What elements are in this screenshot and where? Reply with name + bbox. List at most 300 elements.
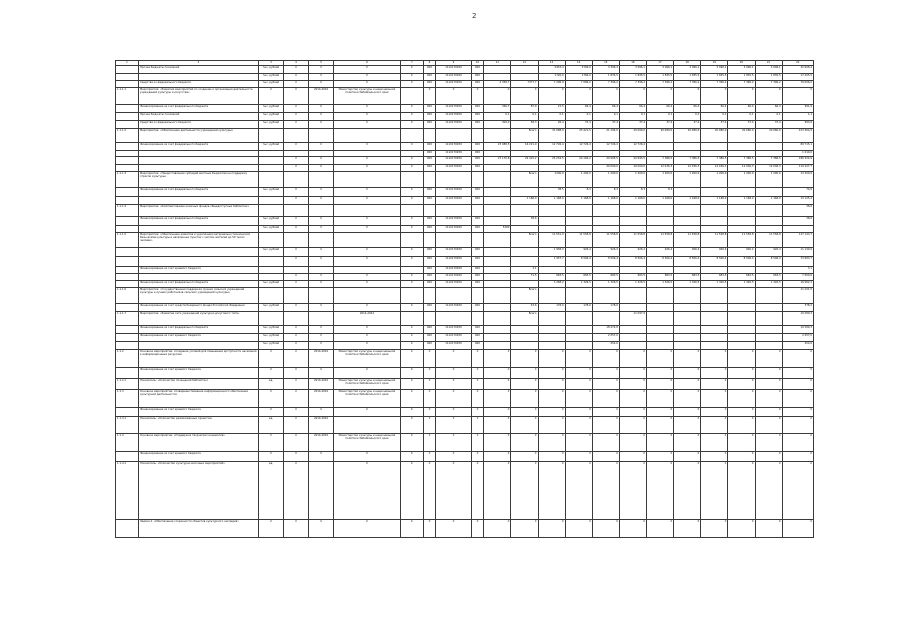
table-cell: X [400, 121, 423, 129]
table-row [116, 326, 814, 334]
table-row [116, 105, 814, 113]
table-cell: 7 386,5 [647, 157, 674, 165]
table-cell: X [436, 408, 471, 417]
table-cell: 000 [423, 342, 436, 350]
table-cell: 20 995,5 [592, 157, 619, 165]
table-cell: 12 726,4 [619, 143, 646, 151]
table-cell: 66,4 [755, 105, 782, 113]
table-cell: 8 506,4 [565, 257, 592, 267]
table-cell: X [283, 368, 308, 379]
table-cell: X [400, 248, 423, 257]
row-description-cell: Мероприятие: «Предоставление субсидий местным бюджетам на поддержку отрасли культуры» [138, 172, 258, 188]
table-cell: тыс. рублей [258, 143, 283, 151]
column-number: 14 [565, 61, 592, 66]
table-cell: 12 726,4 [565, 143, 592, 151]
table-cell [471, 288, 484, 304]
table-cell: X [782, 368, 813, 379]
table-cell: 1110170930 [436, 342, 471, 350]
table-cell: X [283, 226, 308, 233]
table-cell: X [283, 66, 308, 74]
table-cell: X [400, 417, 423, 434]
table-cell: X [511, 408, 538, 417]
table-cell: 000 [471, 165, 484, 172]
table-cell: 37,4 [565, 121, 592, 129]
table-cell: 000 [471, 121, 484, 129]
table-cell [565, 165, 592, 172]
table-cell [538, 312, 565, 326]
table-cell: X [674, 452, 701, 462]
table-cell: тыс. рублей [258, 217, 283, 226]
table-cell: 000 [471, 105, 484, 113]
table-row [116, 379, 814, 390]
table-cell: X [471, 379, 484, 390]
table-cell: 8 506,4 [674, 257, 701, 267]
table-cell: тыс. рублей [258, 304, 283, 312]
table-cell: X [334, 257, 401, 267]
table-cell [619, 288, 646, 304]
table-cell: 000 [471, 248, 484, 257]
column-number: 18 [674, 61, 701, 66]
table-cell: 000 [423, 66, 436, 74]
table-cell: 000 [471, 197, 484, 205]
table-row [116, 74, 814, 81]
table-cell [511, 257, 538, 267]
row-code-cell [116, 342, 139, 350]
column-number: 10 [471, 61, 484, 66]
table-cell [258, 129, 283, 143]
table-cell: X [283, 165, 308, 172]
table-cell: X [400, 368, 423, 379]
table-cell: X [400, 257, 423, 267]
table-cell: 7 296,9 [538, 81, 565, 88]
table-cell [334, 172, 401, 188]
table-cell: 3 096,1 [674, 66, 701, 74]
row-description-cell [138, 257, 258, 267]
table-cell [484, 129, 511, 143]
table-cell [471, 205, 484, 217]
table-cell: X [728, 434, 755, 452]
row-description-cell: Финансирование за счет федерального бюджета [138, 188, 258, 197]
table-cell [484, 172, 511, 188]
table-cell: 000 [423, 226, 436, 233]
table-cell: X [484, 520, 511, 538]
table-cell: 7 396,2 [728, 81, 755, 88]
table-cell [423, 172, 436, 188]
table-cell: 1 200,0 [592, 172, 619, 188]
table-cell: X [309, 326, 334, 334]
table-cell: X [701, 379, 728, 390]
column-number: 4 [283, 61, 308, 66]
table-cell: Министерство культуры и национальной политики Забайкальского края [334, 434, 401, 452]
table-cell [647, 288, 674, 304]
table-cell: X [674, 379, 701, 390]
row-code-cell [116, 274, 139, 281]
table-row [116, 274, 814, 281]
table-cell: 1110170930 [436, 226, 471, 233]
table-cell: 4 358,7 [484, 81, 511, 88]
table-cell [565, 342, 592, 350]
row-code-cell [116, 326, 139, 334]
table-cell: X [423, 434, 436, 452]
table-cell: X [309, 105, 334, 113]
table-cell: 1 326,5 [647, 281, 674, 288]
table-cell: 926,4 [755, 248, 782, 257]
table-cell [309, 205, 334, 217]
row-description-cell [138, 248, 258, 257]
table-row [116, 417, 814, 434]
table-cell: 66,4 [701, 105, 728, 113]
table-cell [755, 226, 782, 233]
column-number: 6 [334, 61, 401, 66]
table-cell: 000 [471, 66, 484, 74]
table-cell: X [484, 462, 511, 520]
table-cell: X [755, 462, 782, 520]
table-cell: X [400, 74, 423, 81]
table-cell: 0,1 [565, 113, 592, 121]
table-cell [701, 312, 728, 326]
table-row [116, 304, 814, 312]
table-cell: X [423, 417, 436, 434]
table-cell: 11 558,8 [592, 233, 619, 248]
table-cell [592, 267, 619, 274]
table-cell: 000 [423, 143, 436, 151]
table-cell: X [400, 113, 423, 121]
table-cell [258, 274, 283, 281]
table-cell [674, 226, 701, 233]
table-cell [484, 197, 511, 205]
table-cell: 32 908,4 [782, 66, 813, 74]
table-cell: 0,1 [674, 113, 701, 121]
table-cell: X [728, 520, 755, 538]
table-cell: X [755, 417, 782, 434]
table-cell [538, 334, 565, 342]
table-cell: 000 [423, 121, 436, 129]
table-cell: Всего [511, 233, 538, 248]
table-cell: X [436, 390, 471, 408]
table-cell: X [755, 408, 782, 417]
row-description-cell: Мероприятие: «Обеспечение деятельности учреждений культуры» [138, 129, 258, 143]
table-cell: 000 [471, 342, 484, 350]
table-cell: X [334, 462, 401, 520]
table-cell [647, 267, 674, 274]
table-cell [647, 312, 674, 326]
table-cell: X [728, 88, 755, 105]
table-cell: 11 558,8 [728, 233, 755, 248]
table-cell: X [258, 434, 283, 452]
row-description-cell [138, 342, 258, 350]
row-description-cell: Финансирование за счет краевого бюджета [138, 368, 258, 379]
table-cell: X [565, 434, 592, 452]
column-number: 16 [619, 61, 646, 66]
table-cell: 2453,4 [538, 66, 565, 74]
table-cell: 66,4 [647, 105, 674, 113]
table-cell: X [782, 390, 813, 408]
table-cell: 127 143,7 [782, 233, 813, 248]
table-cell: X [283, 334, 308, 342]
table-cell: 20 080,0 [619, 129, 646, 143]
table-cell: X [471, 408, 484, 417]
row-description-cell: Финансирование за счет федерального бюджета [138, 105, 258, 113]
table-cell: 1 200,0 [674, 172, 701, 188]
table-cell: 0,1 [484, 113, 511, 121]
table-cell: 76 006,0 [782, 81, 813, 88]
table-cell: 000 [471, 217, 484, 226]
table-cell: 3,1 [511, 267, 538, 274]
table-cell [755, 342, 782, 350]
table-cell: 19 289,3 [782, 326, 813, 334]
table-cell: 000 [423, 105, 436, 113]
table-cell: X [400, 379, 423, 390]
table-cell: X [334, 143, 401, 151]
table-cell: тыс. рублей [258, 342, 283, 350]
row-code-cell [116, 66, 139, 74]
table-cell: 1 835,5 [728, 74, 755, 81]
table-cell [674, 334, 701, 342]
table-cell: X [619, 452, 646, 462]
table-cell: 5360 [484, 226, 511, 233]
table-cell [619, 217, 646, 226]
table-cell: 1110170930 [436, 151, 471, 157]
table-cell: X [309, 520, 334, 538]
table-cell: 926,4 [592, 248, 619, 257]
table-cell: X [309, 188, 334, 197]
table-cell [701, 226, 728, 233]
table-cell [484, 257, 511, 267]
table-cell [309, 129, 334, 143]
table-row [116, 205, 814, 217]
table-cell: 11 558,8 [619, 233, 646, 248]
table-cell: X [471, 88, 484, 105]
table-cell: 1 200,0 [647, 172, 674, 188]
table-row [116, 408, 814, 417]
table-cell: тыс. рублей [258, 281, 283, 288]
table-cell: 1 168,0 [592, 197, 619, 205]
table-cell: 2014-2024 [309, 390, 334, 408]
table-cell [400, 312, 423, 326]
table-cell [511, 165, 538, 172]
table-cell [619, 304, 646, 312]
table-cell: X [309, 143, 334, 151]
table-cell: X [283, 520, 308, 538]
table-cell: X [782, 520, 813, 538]
table-cell: 11 558,8 [674, 233, 701, 248]
table-cell [258, 165, 283, 172]
table-cell [511, 226, 538, 233]
row-description-cell: Показатель: «Количество посещений библиотек» [138, 379, 258, 390]
table-cell: X [400, 342, 423, 350]
table-cell [647, 217, 674, 226]
table-cell: X [755, 520, 782, 538]
table-cell: 3,1 [782, 267, 813, 274]
column-number: 15 [592, 61, 619, 66]
table-cell: 7 386,5 [755, 157, 782, 165]
row-description-cell: Финансирование за счет средств Резервного фонда Российской Федерации [138, 304, 258, 312]
table-cell [701, 188, 728, 197]
table-cell [755, 143, 782, 151]
table-cell: X [283, 304, 308, 312]
table-cell: 683,5 [674, 274, 701, 281]
table-cell: X [309, 304, 334, 312]
table-cell: X [309, 81, 334, 88]
table-cell: X [782, 408, 813, 417]
table-cell: ед. [258, 462, 283, 520]
table-cell: 37,4 [755, 121, 782, 129]
table-cell: X [471, 462, 484, 520]
table-cell: 20 995,5 [619, 157, 646, 165]
table-row [116, 121, 814, 129]
table-cell: 1 835,5 [755, 74, 782, 81]
table-cell: тыс. рублей [258, 121, 283, 129]
table-cell: X [309, 452, 334, 462]
row-description-cell: Прочие бюджеты поселений [138, 113, 258, 121]
table-cell [619, 267, 646, 274]
row-description-cell: Финансирование за счет краевого бюджета [138, 267, 258, 274]
table-cell [674, 326, 701, 334]
table-cell: 2 057,0 [782, 334, 813, 342]
table-cell: X [619, 462, 646, 520]
table-cell: 16 221,0 [511, 143, 538, 151]
table-cell [511, 326, 538, 334]
table-cell [565, 334, 592, 342]
table-row [116, 143, 814, 151]
table-cell: X [283, 197, 308, 205]
table-cell: тыс. рублей [258, 188, 283, 197]
table-cell [511, 66, 538, 74]
table-row [116, 165, 814, 172]
table-cell [674, 288, 701, 304]
table-cell: 0,1 [755, 113, 782, 121]
table-cell: X [592, 350, 619, 368]
table-cell: X [471, 520, 484, 538]
table-cell: 683,5 [538, 274, 565, 281]
table-cell [701, 205, 728, 217]
table-cell [334, 205, 401, 217]
table-cell: X [619, 88, 646, 105]
table-cell [647, 326, 674, 334]
table-cell [701, 217, 728, 226]
table-cell: X [423, 88, 436, 105]
table-cell [283, 129, 308, 143]
table-cell: X [647, 434, 674, 452]
table-cell: 1 168,0 [619, 197, 646, 205]
table-cell [728, 342, 755, 350]
table-cell: X [538, 462, 565, 520]
table-cell: X [619, 390, 646, 408]
table-cell: X [400, 281, 423, 288]
table-cell: X [258, 368, 283, 379]
table-cell: 8 506,4 [728, 257, 755, 267]
table-cell [400, 288, 423, 304]
table-cell: 1 326,5 [565, 281, 592, 288]
table-cell: 38,6 [782, 205, 813, 217]
table-cell [258, 157, 283, 165]
table-cell [592, 312, 619, 326]
table-cell: X [647, 390, 674, 408]
table-cell: 16 962,3 [782, 281, 813, 288]
table-cell: 000 [423, 188, 436, 197]
document-table-sheet [115, 60, 814, 584]
table-cell: 20 080,0 [728, 129, 755, 143]
table-cell: 1110170930 [436, 326, 471, 334]
table-cell: 7 086,2 [565, 81, 592, 88]
table-cell [565, 326, 592, 334]
table-cell: 926,4 [728, 248, 755, 257]
row-code-cell [116, 408, 139, 417]
table-cell: X [334, 334, 401, 342]
table-cell: 66,4 [592, 105, 619, 113]
table-cell [258, 197, 283, 205]
table-cell: 000 [423, 217, 436, 226]
table-cell: 7 000,6 [782, 274, 813, 281]
table-cell [309, 267, 334, 274]
table-cell: 15,5 [538, 105, 565, 113]
table-cell: 7 396,2 [592, 81, 619, 88]
table-cell: X [283, 342, 308, 350]
table-cell: 119 227,7 [782, 165, 813, 172]
table-cell: X [283, 121, 308, 129]
table-cell [484, 233, 511, 248]
table-cell: X [782, 452, 813, 462]
table-cell: 378,2 [782, 304, 813, 312]
table-cell: 7 396,2 [755, 81, 782, 88]
column-number: 5 [309, 61, 334, 66]
row-description-cell: Основное мероприятие: «Совершенствование информационного обеспечения культурной деятельности» [138, 390, 258, 408]
table-cell: X [592, 417, 619, 434]
table-cell: 8 506,4 [592, 257, 619, 267]
table-cell: X [436, 379, 471, 390]
table-cell: 31 088,9 [538, 129, 565, 143]
table-row [116, 188, 814, 197]
table-cell: X [701, 462, 728, 520]
table-cell: 000 [471, 281, 484, 288]
row-code-cell: 1.1.1.7 [116, 312, 139, 326]
row-code-cell [116, 113, 139, 121]
table-cell: 37,4 [701, 121, 728, 129]
row-code-cell [116, 304, 139, 312]
table-row [116, 81, 814, 88]
table-cell: 000 [423, 197, 436, 205]
table-cell: 37,4 [647, 121, 674, 129]
table-cell [471, 129, 484, 143]
table-cell: X [674, 520, 701, 538]
table-cell: 1110170930 [436, 248, 471, 257]
table-cell [782, 226, 813, 233]
table-cell [423, 233, 436, 248]
table-cell: 3706,9 [565, 66, 592, 74]
table-cell: X [511, 368, 538, 379]
table-cell: 1110170930 [436, 217, 471, 226]
table-cell [701, 334, 728, 342]
table-cell: 7 386,5 [701, 157, 728, 165]
table-cell [258, 312, 283, 326]
table-cell: 1 200,0 [701, 172, 728, 188]
table-cell: 1110170930 [436, 281, 471, 288]
table-cell: X [334, 274, 401, 281]
table-cell: X [619, 408, 646, 417]
table-cell [309, 288, 334, 304]
table-cell: X [728, 390, 755, 408]
table-cell: X [647, 417, 674, 434]
table-cell: ед. [258, 379, 283, 390]
table-cell [400, 205, 423, 217]
table-cell: X [592, 452, 619, 462]
row-code-cell [116, 143, 139, 151]
table-cell: X [400, 188, 423, 197]
table-cell: X [283, 281, 308, 288]
table-cell: 1 957,7 [538, 257, 565, 267]
table-cell [755, 188, 782, 197]
table-cell: 0,1 [511, 113, 538, 121]
